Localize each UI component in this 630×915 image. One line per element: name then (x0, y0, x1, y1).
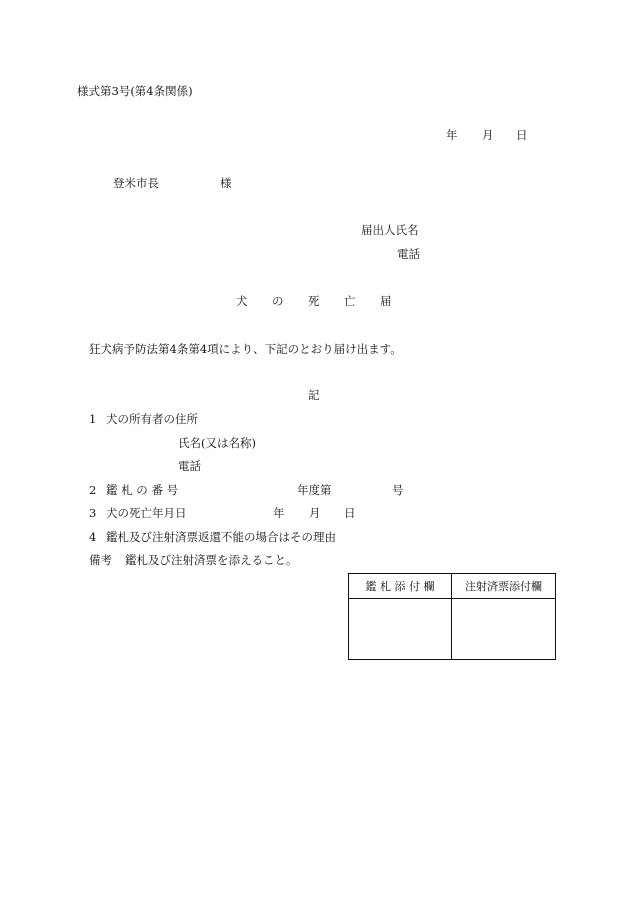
item1-number: 1 (89, 412, 97, 426)
item2-nendo: 年度第 (297, 483, 332, 497)
applicant-phone-label: 電話 (397, 247, 420, 261)
item1-name-label: 氏名(又は名称) (178, 436, 256, 450)
title-char-1: 犬 (236, 294, 248, 308)
title-char-3: 死 (308, 294, 320, 308)
applicant-name-label: 届出人氏名 (361, 223, 419, 237)
remarks-label: 備考 (89, 553, 112, 567)
item2-go: 号 (392, 483, 404, 497)
vaccination-tag-attach-area (452, 599, 556, 660)
date-month: 月 (482, 128, 494, 142)
item4-label: 鑑札及び注射済票返還不能の場合はその理由 (106, 530, 336, 544)
item3-day: 日 (344, 506, 356, 520)
license-tag-attach-area (349, 599, 452, 660)
item3-label: 犬の死亡年月日 (106, 506, 187, 520)
ki-heading: 記 (308, 388, 320, 402)
date-day: 日 (516, 128, 528, 142)
item1-phone-label: 電話 (178, 459, 201, 473)
license-tag-column-header: 鑑 札 添 付 欄 (349, 574, 452, 599)
item1-label: 犬の所有者の住所 (106, 412, 198, 426)
item2-number: 2 (89, 483, 97, 497)
addressee-name: 登米市長 (113, 176, 159, 190)
item3-number: 3 (89, 506, 97, 520)
addressee-honorific: 様 (220, 176, 232, 190)
item2-label: 鑑 札 の 番 号 (106, 483, 179, 497)
item4-number: 4 (89, 530, 97, 544)
vaccination-tag-column-header: 注射済票添付欄 (452, 574, 556, 599)
title-char-2: の (272, 294, 284, 308)
date-year: 年 (446, 128, 458, 142)
title-char-5: 届 (380, 294, 392, 308)
title-char-4: 亡 (344, 294, 356, 308)
remarks-text: 鑑札及び注射済票を添えること。 (125, 553, 298, 567)
attachment-table (348, 573, 556, 660)
item3-month: 月 (309, 506, 321, 520)
intro-text: 狂犬病予防法第4条第4項により、下記のとおり届け出ます。 (89, 342, 402, 356)
item3-year: 年 (273, 506, 285, 520)
form-number: 様式第3号(第4条関係) (77, 84, 193, 98)
